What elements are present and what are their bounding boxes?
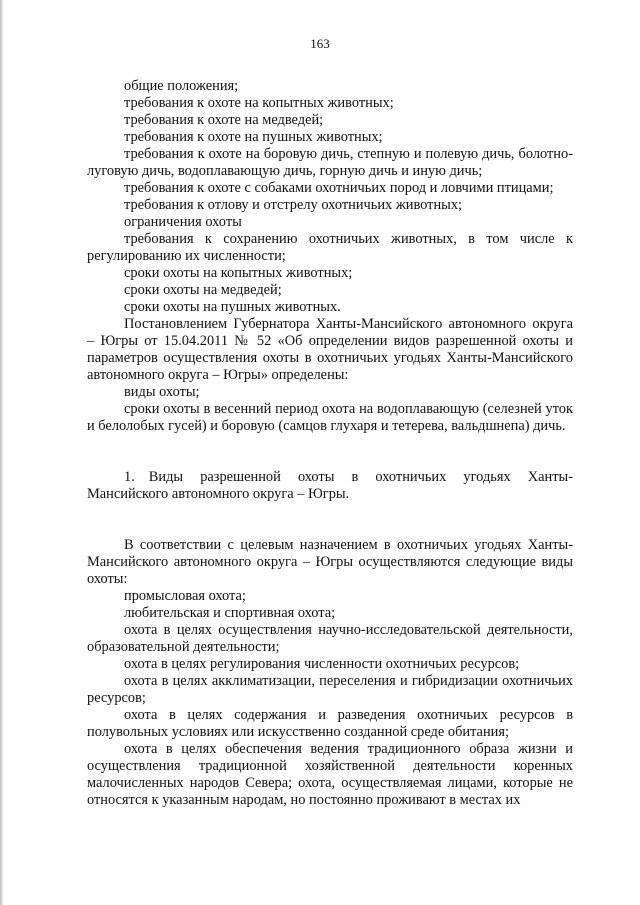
paragraph: охота в целях акклиматизации, переселения и гибридизации охотничьих ресурсов; [87,673,573,706]
paragraph: сроки охоты на медведей; [124,282,282,298]
paragraph: требования к охоте на боровую дичь, степную и полевую дичь, болотно-луговую дичь, водоплавающую дичь, горную дичь и иную дичь; [87,146,573,179]
paragraph: требования к охоте на копытных животных; [124,95,394,111]
document-body [87,78,573,809]
paragraph: охота в целях содержания и разведения охотничьих ресурсов в полувольных условиях или искусственно созданной среде обитания; [87,707,573,740]
paragraph: общие положения; [124,78,239,94]
paragraph: сроки охоты на копытных животных; [124,265,353,281]
paragraph: требования к охоте на пушных животных; [124,129,383,145]
paragraph: охота в целях обеспечения ведения традиционного образа жизни и осуществления традиционной хозяйственной деятельности коренных малочисленных народов Севера; охота, осуществляемая лицами, которые не относятся к указанным народам, но постоянно проживают в местах их [87,741,573,808]
section-number: 1. [124,469,135,485]
section-heading [87,469,573,503]
spacer [87,503,573,520]
paragraph: требования к охоте на медведей; [124,112,324,128]
paragraph: требования к сохранению охотничьих животных, в том числе к регулированию их численности; [87,231,573,264]
paragraph: требования к отлову и отстрелу охотничьих животных; [124,197,463,213]
paragraph: Постановлением Губернатора Ханты-Мансийского автономного округа – Югры от 15.04.2011 № 52 «Об определении видов разрешенной охоты и параметров осуществления охоты в охотничьих угодьях Ханты-Мансийского автономного округа – Югры» определены: [87,316,573,383]
section-title: Виды разрешенной охоты в охотничьих угодьях Ханты-Мансийского автономного округа – Югры. [87,469,573,502]
page-number: 163 [310,36,330,51]
paragraph: промысловая охота; [124,588,246,604]
paragraph: охота в целях регулирования численности охотничьих ресурсов; [124,656,520,672]
spacer [87,520,573,537]
paragraph: ограничения охоты [124,214,242,230]
paragraph: охота в целях осуществления научно-исследовательской деятельности, образовательной деятельности; [87,622,573,655]
paragraph: сроки охоты на пушных животных. [124,299,341,315]
spacer [87,435,573,452]
paragraph: сроки охоты в весенний период охота на водоплавающую (селезней уток и белолобых гусей) и боровую (самцов глухаря и тетерева, вальдшнепа) дичь. [87,401,573,434]
paragraph: виды охоты; [124,384,200,400]
spacer [87,452,573,469]
paragraph: любительская и спортивная охота; [124,605,336,621]
paragraph: требования к охоте с собаками охотничьих пород и ловчими птицами; [124,180,554,196]
scan-edge-shadow [0,0,3,905]
paragraph: В соответствии с целевым назначением в охотничьих угодьях Ханты-Мансийского автономного округа – Югры осуществляются следующие виды охоты: [87,537,573,587]
